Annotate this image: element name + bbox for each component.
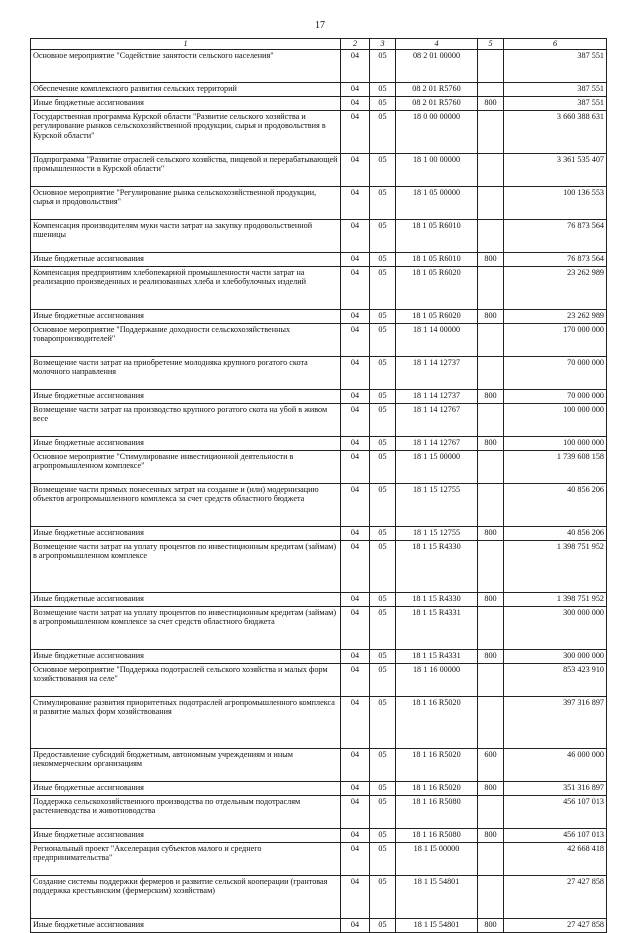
- row-amount-cell: 456 107 013: [504, 795, 607, 828]
- row-target-article-cell: 18 1 16 R5020: [396, 781, 478, 795]
- page-number: 17: [315, 20, 325, 31]
- table-row: [31, 748, 607, 781]
- row-section-cell: 04: [341, 252, 370, 266]
- row-subsection-cell: 05: [370, 606, 396, 649]
- row-target-article-cell: 18 1 16 R5020: [396, 748, 478, 781]
- row-expense-type-cell: 800: [478, 252, 504, 266]
- row-amount-cell: 70 000 000: [504, 356, 607, 389]
- row-target-article-cell: 18 1 16 R5020: [396, 696, 478, 748]
- row-expense-type-cell: [478, 356, 504, 389]
- budget-table: [30, 38, 607, 933]
- table-row: [31, 186, 607, 219]
- row-section-cell: 04: [341, 450, 370, 483]
- row-amount-cell: 23 262 989: [504, 309, 607, 323]
- table-row: [31, 828, 607, 842]
- row-amount-cell: 27 427 858: [504, 875, 607, 918]
- row-subsection-cell: 05: [370, 49, 396, 82]
- row-target-article-cell: 08 2 01 R5760: [396, 82, 478, 96]
- row-target-article-cell: 18 1 00 00000: [396, 153, 478, 186]
- row-expense-type-cell: [478, 663, 504, 696]
- row-subsection-cell: 05: [370, 186, 396, 219]
- row-target-article-cell: 18 1 14 12737: [396, 389, 478, 403]
- table-row: [31, 389, 607, 403]
- row-section-cell: 04: [341, 483, 370, 526]
- row-expense-type-cell: [478, 219, 504, 252]
- row-expense-type-cell: 600: [478, 748, 504, 781]
- table-row: [31, 526, 607, 540]
- row-amount-cell: 40 856 206: [504, 483, 607, 526]
- row-target-article-cell: 18 1 15 R4330: [396, 540, 478, 592]
- row-amount-cell: 27 427 858: [504, 918, 607, 932]
- table-row: [31, 483, 607, 526]
- row-subsection-cell: 05: [370, 781, 396, 795]
- row-section-cell: 04: [341, 606, 370, 649]
- row-section-cell: 04: [341, 781, 370, 795]
- row-subsection-cell: 05: [370, 828, 396, 842]
- row-expense-type-cell: [478, 153, 504, 186]
- row-expense-type-cell: [478, 606, 504, 649]
- row-amount-cell: 100 000 000: [504, 403, 607, 436]
- row-section-cell: 04: [341, 219, 370, 252]
- row-target-article-cell: 18 1 I5 54801: [396, 918, 478, 932]
- row-section-cell: 04: [341, 592, 370, 606]
- row-expense-type-cell: [478, 875, 504, 918]
- row-subsection-cell: 05: [370, 748, 396, 781]
- table-row: [31, 540, 607, 592]
- row-target-article-cell: 18 1 15 R4331: [396, 649, 478, 663]
- row-amount-cell: 170 000 000: [504, 323, 607, 356]
- row-subsection-cell: 05: [370, 323, 396, 356]
- row-name-cell: Возмещение части прямых понесенных затрат на создание и (или) модернизацию объектов агропромышленного комплекса за счет средств областного бюджета: [31, 483, 341, 526]
- row-amount-cell: 76 873 564: [504, 252, 607, 266]
- row-section-cell: 04: [341, 356, 370, 389]
- row-name-cell: Основное мероприятие "Содействие занятости сельского населения": [31, 49, 341, 82]
- row-subsection-cell: 05: [370, 356, 396, 389]
- row-target-article-cell: 18 1 14 12767: [396, 436, 478, 450]
- row-amount-cell: 3 361 535 407: [504, 153, 607, 186]
- table-row: [31, 252, 607, 266]
- row-name-cell: Иные бюджетные ассигнования: [31, 781, 341, 795]
- row-section-cell: 04: [341, 403, 370, 436]
- row-amount-cell: 100 136 553: [504, 186, 607, 219]
- table-row: [31, 266, 607, 309]
- row-subsection-cell: 05: [370, 309, 396, 323]
- row-name-cell: Государственная программа Курской области "Развитие сельского хозяйства и регулирование рынков сельскохозяйственной продукции, сырья и продовольствия в Курской области": [31, 110, 341, 153]
- row-section-cell: 04: [341, 266, 370, 309]
- row-subsection-cell: 05: [370, 696, 396, 748]
- row-name-cell: Иные бюджетные ассигнования: [31, 649, 341, 663]
- row-name-cell: Иные бюджетные ассигнования: [31, 96, 341, 110]
- table-row: [31, 309, 607, 323]
- row-amount-cell: 456 107 013: [504, 828, 607, 842]
- row-amount-cell: 40 856 206: [504, 526, 607, 540]
- table-row: [31, 403, 607, 436]
- table-row: [31, 649, 607, 663]
- row-target-article-cell: 18 1 16 R5080: [396, 795, 478, 828]
- header-col-2: 2: [341, 39, 370, 50]
- row-name-cell: Основное мероприятие "Стимулирование инвестиционной деятельности в агропромышленном комплексе": [31, 450, 341, 483]
- table-row: [31, 875, 607, 918]
- row-section-cell: 04: [341, 389, 370, 403]
- row-target-article-cell: 18 0 00 00000: [396, 110, 478, 153]
- row-subsection-cell: 05: [370, 219, 396, 252]
- table-row: [31, 96, 607, 110]
- row-expense-type-cell: [478, 266, 504, 309]
- row-target-article-cell: 18 1 05 R6010: [396, 219, 478, 252]
- row-expense-type-cell: [478, 450, 504, 483]
- row-section-cell: 04: [341, 436, 370, 450]
- row-subsection-cell: 05: [370, 450, 396, 483]
- row-target-article-cell: 18 1 I5 00000: [396, 842, 478, 875]
- row-name-cell: Обеспечение комплексного развития сельских территорий: [31, 82, 341, 96]
- row-target-article-cell: 08 2 01 00000: [396, 49, 478, 82]
- row-amount-cell: 46 000 000: [504, 748, 607, 781]
- table-header-row: [31, 39, 607, 50]
- row-amount-cell: 70 000 000: [504, 389, 607, 403]
- row-expense-type-cell: [478, 483, 504, 526]
- row-name-cell: Иные бюджетные ассигнования: [31, 828, 341, 842]
- row-target-article-cell: 18 1 15 R4330: [396, 592, 478, 606]
- row-target-article-cell: 18 1 16 R5080: [396, 828, 478, 842]
- row-name-cell: Региональный проект "Акселерация субъектов малого и среднего предпринимательства": [31, 842, 341, 875]
- row-name-cell: Возмещение части затрат на приобретение молодняка крупного рогатого скота молочного направления: [31, 356, 341, 389]
- row-expense-type-cell: 800: [478, 96, 504, 110]
- row-subsection-cell: 05: [370, 252, 396, 266]
- table-row: [31, 450, 607, 483]
- row-target-article-cell: 08 2 01 R5760: [396, 96, 478, 110]
- row-subsection-cell: 05: [370, 403, 396, 436]
- row-amount-cell: 387 551: [504, 82, 607, 96]
- row-expense-type-cell: 800: [478, 526, 504, 540]
- header-col-1: 1: [31, 39, 341, 50]
- row-expense-type-cell: [478, 403, 504, 436]
- row-amount-cell: 42 668 418: [504, 842, 607, 875]
- row-subsection-cell: 05: [370, 110, 396, 153]
- row-target-article-cell: 18 1 15 R4331: [396, 606, 478, 649]
- row-name-cell: Иные бюджетные ассигнования: [31, 918, 341, 932]
- row-subsection-cell: 05: [370, 795, 396, 828]
- header-col-3: 3: [370, 39, 396, 50]
- row-section-cell: 04: [341, 82, 370, 96]
- row-target-article-cell: 18 1 15 12755: [396, 526, 478, 540]
- row-target-article-cell: 18 1 I5 54801: [396, 875, 478, 918]
- row-name-cell: Создание системы поддержки фермеров и развитие сельской кооперации (грантовая поддержка крестьянским (фермерским) хозяйствам): [31, 875, 341, 918]
- row-name-cell: Иные бюджетные ассигнования: [31, 436, 341, 450]
- table-row: [31, 356, 607, 389]
- row-subsection-cell: 05: [370, 82, 396, 96]
- header-col-6: 6: [504, 39, 607, 50]
- row-section-cell: 04: [341, 696, 370, 748]
- row-target-article-cell: 18 1 14 12737: [396, 356, 478, 389]
- row-name-cell: Возмещение части затрат на уплату процентов по инвестиционным кредитам (займам) в агропромышленном комплексе: [31, 540, 341, 592]
- row-expense-type-cell: [478, 110, 504, 153]
- row-subsection-cell: 05: [370, 526, 396, 540]
- row-name-cell: Иные бюджетные ассигнования: [31, 526, 341, 540]
- row-name-cell: Иные бюджетные ассигнования: [31, 389, 341, 403]
- row-name-cell: Поддержка сельскохозяйственного производства по отдельным подотраслям растениеводства и животноводства: [31, 795, 341, 828]
- table-row: [31, 663, 607, 696]
- row-name-cell: Иные бюджетные ассигнования: [31, 309, 341, 323]
- row-amount-cell: 3 660 388 631: [504, 110, 607, 153]
- row-expense-type-cell: [478, 696, 504, 748]
- row-name-cell: Основное мероприятие "Поддержка подотраслей сельского хозяйства и малых форм хозяйствования на селе": [31, 663, 341, 696]
- row-target-article-cell: 18 1 15 12755: [396, 483, 478, 526]
- table-row: [31, 436, 607, 450]
- row-expense-type-cell: [478, 82, 504, 96]
- table-row: [31, 323, 607, 356]
- row-name-cell: Компенсация производителям муки части затрат на закупку продовольственной пшеницы: [31, 219, 341, 252]
- row-amount-cell: 397 316 897: [504, 696, 607, 748]
- row-target-article-cell: 18 1 05 R6010: [396, 252, 478, 266]
- table-row: [31, 219, 607, 252]
- row-section-cell: 04: [341, 649, 370, 663]
- row-expense-type-cell: [478, 323, 504, 356]
- table-row: [31, 781, 607, 795]
- row-name-cell: Иные бюджетные ассигнования: [31, 252, 341, 266]
- row-target-article-cell: 18 1 05 00000: [396, 186, 478, 219]
- row-section-cell: 04: [341, 323, 370, 356]
- row-amount-cell: 300 000 000: [504, 606, 607, 649]
- row-section-cell: 04: [341, 96, 370, 110]
- row-subsection-cell: 05: [370, 266, 396, 309]
- table-row: [31, 696, 607, 748]
- row-subsection-cell: 05: [370, 663, 396, 696]
- header-col-4: 4: [396, 39, 478, 50]
- row-amount-cell: 300 000 000: [504, 649, 607, 663]
- row-subsection-cell: 05: [370, 153, 396, 186]
- row-section-cell: 04: [341, 49, 370, 82]
- row-expense-type-cell: [478, 540, 504, 592]
- row-expense-type-cell: [478, 842, 504, 875]
- row-name-cell: Компенсация предприятиям хлебопекарной промышленности части затрат на реализацию произведенных и реализованных хлеба и хлебобулочных изделий: [31, 266, 341, 309]
- row-expense-type-cell: 800: [478, 592, 504, 606]
- table-row: [31, 795, 607, 828]
- row-section-cell: 04: [341, 540, 370, 592]
- row-subsection-cell: 05: [370, 918, 396, 932]
- row-section-cell: 04: [341, 842, 370, 875]
- row-amount-cell: 23 262 989: [504, 266, 607, 309]
- row-section-cell: 04: [341, 918, 370, 932]
- row-amount-cell: 1 398 751 952: [504, 592, 607, 606]
- row-section-cell: 04: [341, 795, 370, 828]
- row-amount-cell: 387 551: [504, 96, 607, 110]
- row-section-cell: 04: [341, 875, 370, 918]
- table-row: [31, 918, 607, 932]
- row-target-article-cell: 18 1 05 R6020: [396, 266, 478, 309]
- row-amount-cell: 1 739 608 158: [504, 450, 607, 483]
- row-subsection-cell: 05: [370, 96, 396, 110]
- row-subsection-cell: 05: [370, 540, 396, 592]
- row-name-cell: Предоставление субсидий бюджетным, автономным учреждениям и иным некоммерческим организациям: [31, 748, 341, 781]
- row-expense-type-cell: 800: [478, 309, 504, 323]
- row-amount-cell: 76 873 564: [504, 219, 607, 252]
- row-expense-type-cell: 800: [478, 649, 504, 663]
- row-section-cell: 04: [341, 110, 370, 153]
- row-expense-type-cell: 800: [478, 918, 504, 932]
- row-target-article-cell: 18 1 14 12767: [396, 403, 478, 436]
- row-expense-type-cell: [478, 186, 504, 219]
- row-name-cell: Иные бюджетные ассигнования: [31, 592, 341, 606]
- row-name-cell: Возмещение части затрат на производство крупного рогатого скота на убой в живом весе: [31, 403, 341, 436]
- row-expense-type-cell: [478, 795, 504, 828]
- table-row: [31, 110, 607, 153]
- row-target-article-cell: 18 1 15 00000: [396, 450, 478, 483]
- table-row: [31, 49, 607, 82]
- row-expense-type-cell: 800: [478, 781, 504, 795]
- header-col-5: 5: [478, 39, 504, 50]
- row-amount-cell: 1 398 751 952: [504, 540, 607, 592]
- row-target-article-cell: 18 1 16 00000: [396, 663, 478, 696]
- table-row: [31, 592, 607, 606]
- row-subsection-cell: 05: [370, 483, 396, 526]
- row-section-cell: 04: [341, 748, 370, 781]
- row-target-article-cell: 18 1 05 R6020: [396, 309, 478, 323]
- row-name-cell: Основное мероприятие "Поддержание доходности сельскохозяйственных товаропроизводителей": [31, 323, 341, 356]
- row-amount-cell: 387 551: [504, 49, 607, 82]
- row-expense-type-cell: 800: [478, 436, 504, 450]
- row-subsection-cell: 05: [370, 389, 396, 403]
- row-section-cell: 04: [341, 663, 370, 696]
- table-row: [31, 606, 607, 649]
- table-row: [31, 153, 607, 186]
- row-section-cell: 04: [341, 828, 370, 842]
- row-subsection-cell: 05: [370, 875, 396, 918]
- row-amount-cell: 100 000 000: [504, 436, 607, 450]
- row-expense-type-cell: 800: [478, 389, 504, 403]
- table-row: [31, 82, 607, 96]
- row-amount-cell: 351 316 897: [504, 781, 607, 795]
- row-name-cell: Стимулирование развития приоритетных подотраслей агропромышленного комплекса и развитие малых форм хозяйствования: [31, 696, 341, 748]
- row-expense-type-cell: 800: [478, 828, 504, 842]
- row-section-cell: 04: [341, 153, 370, 186]
- row-name-cell: Подпрограмма "Развитие отраслей сельского хозяйства, пищевой и перерабатывающей промышленности в Курской области": [31, 153, 341, 186]
- row-subsection-cell: 05: [370, 592, 396, 606]
- row-amount-cell: 853 423 910: [504, 663, 607, 696]
- row-subsection-cell: 05: [370, 842, 396, 875]
- row-section-cell: 04: [341, 186, 370, 219]
- row-name-cell: Возмещение части затрат на уплату процентов по инвестиционным кредитам (займам) в агропромышленном комплексе за счет средств областного бюджета: [31, 606, 341, 649]
- row-subsection-cell: 05: [370, 436, 396, 450]
- table-row: [31, 842, 607, 875]
- row-name-cell: Основное мероприятие "Регулирование рынка сельскохозяйственной продукции, сырья и продовольствия": [31, 186, 341, 219]
- row-subsection-cell: 05: [370, 649, 396, 663]
- row-section-cell: 04: [341, 526, 370, 540]
- row-section-cell: 04: [341, 309, 370, 323]
- row-expense-type-cell: [478, 49, 504, 82]
- row-target-article-cell: 18 1 14 00000: [396, 323, 478, 356]
